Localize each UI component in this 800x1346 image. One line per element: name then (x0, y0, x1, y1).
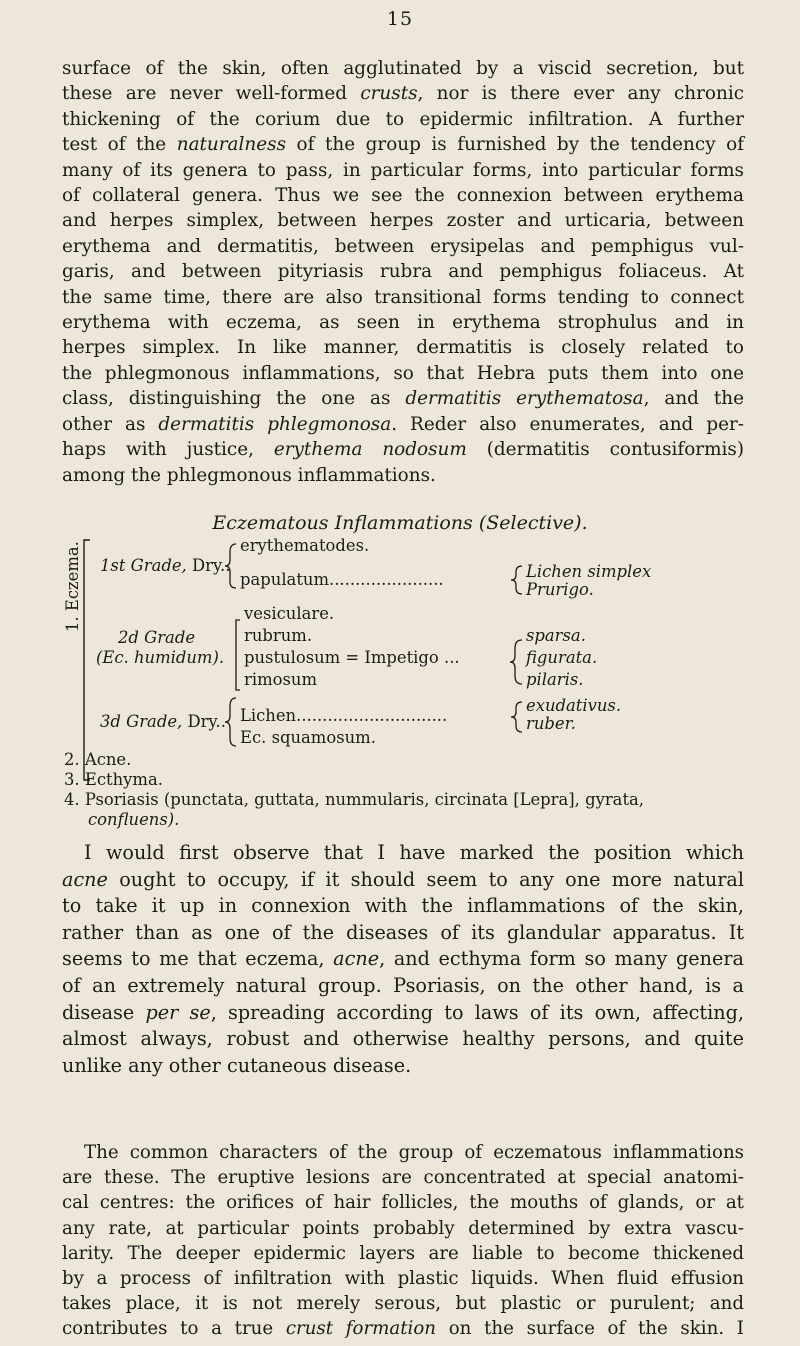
prurigo-label: Prurigo. (526, 580, 594, 599)
text-line: and herpes simplex, between herpes zoster and urticaria, between (62, 210, 744, 232)
list-item (64, 770, 644, 790)
list-number: 3. (64, 770, 80, 789)
text-line: larity. The deeper epidermic layers are liable to become thickened (62, 1242, 744, 1264)
grade1-dry: Dry.. (191, 556, 231, 575)
exudativus-brace (511, 702, 522, 732)
grade1-title: 1st Grade, (100, 556, 187, 575)
pilaris-label: pilaris. (526, 670, 584, 689)
text-line: by a process of infiltration with plastic liquids. When fluid effusion (62, 1268, 744, 1290)
text-line: of collateral genera. Thus we see the connexion between erythema (62, 185, 744, 207)
eczema-side-label: 1. Eczema. (63, 541, 82, 632)
grade2-bracket (236, 620, 240, 690)
exudativus-label: exudativus. (526, 696, 622, 715)
text-line: almost always, robust and otherwise healthy persons, and quite (62, 1027, 744, 1051)
text-line: class, distinguishing the one as dermatitis erythematosa, and the (62, 388, 744, 410)
text-line: to take it up in connexion with the inflammations of the skin, (62, 894, 744, 918)
vesiculare-label: vesiculare. (244, 604, 335, 623)
paragraph-2 (62, 840, 744, 1079)
list-continuation: confluens). (88, 810, 180, 829)
list-item (64, 790, 644, 810)
ec-squamosum-label: Ec. squamosum. (240, 728, 376, 747)
lichen-label: Lichen (240, 706, 297, 725)
text-line: takes place, it is not merely serous, but plastic or purulent; and (62, 1293, 744, 1315)
list-text: Psoriasis (punctata, guttata, nummularis, circinata [Lepra], gyrata, (84, 790, 645, 809)
list-item (64, 750, 644, 770)
text-line: garis, and between pityriasis rubra and pemphigus foliaceus. At (62, 261, 744, 283)
list-text: Ecthyma. (84, 770, 163, 789)
papulatum-row (240, 570, 444, 590)
outer-bracket (84, 540, 90, 780)
list-number: 2. (64, 750, 80, 769)
figurata-label: figurata. (526, 648, 598, 667)
text-line: The common characters of the group of eczematous inflammations (84, 1142, 744, 1163)
grade3-title: 3d Grade, (100, 712, 183, 731)
text-line: test of the naturalness of the group is furnished by the tendency of (62, 134, 744, 156)
text-line: erythema and dermatitis, between erysipelas and pemphigus vul- (62, 235, 744, 257)
text-line: the phlegmonous inflammations, so that Hebra puts them into one (62, 362, 744, 384)
ruber-label: ruber. (526, 714, 576, 733)
lichen-leader: ............................. (296, 706, 448, 725)
table-title: Eczematous Inflammations (Selective). (212, 512, 588, 534)
list-number: 4. (64, 790, 80, 809)
lichen-simplex-label: Lichen simplex (526, 562, 652, 581)
text-line: acne ought to occupy, if it should seem to any one more natural (62, 867, 744, 891)
grade1-label (100, 556, 230, 576)
text-line: thickening of the corium due to epidermic infiltration. A further (62, 108, 744, 130)
text-line: erythema with eczema, as seen in erythema strophulus and in (62, 312, 744, 334)
sparsa-brace (510, 640, 522, 684)
sparsa-label: sparsa. (526, 626, 586, 645)
text-line: surface of the skin, often agglutinated by a viscid secretion, but (62, 58, 744, 79)
grade3-brace (225, 698, 236, 746)
text-line: herpes simplex. In like manner, dermatitis is closely related to (62, 337, 744, 359)
text-line: are these. The eruptive lesions are concentrated at special anatomi- (62, 1167, 744, 1189)
text-line: many of its genera to pass, in particular forms, into particular forms (62, 159, 744, 181)
text-line: haps with justice, erythema nodosum (dermatitis contusiformis) (62, 439, 744, 461)
text-line: seems to me that eczema, acne, and ecthyma form so many genera (62, 947, 744, 971)
text-line: other as dermatitis phlegmonosa. Reder also enumerates, and per- (62, 413, 744, 435)
page-number: 15 (386, 8, 414, 30)
text-line: any rate, at particular points probably determined by extra vascu- (62, 1217, 744, 1239)
grade3-row (100, 712, 226, 732)
erythematodes-label: erythematodes. (240, 536, 370, 555)
text-line: rather than as one of the diseases of its glandular apparatus. It (62, 920, 744, 944)
papulatum-leader: ...................... (329, 570, 444, 589)
text-line: cal centres: the orifices of hair follicles, the mouths of glands, or at (62, 1192, 744, 1214)
paragraph-3 (62, 1140, 744, 1342)
text-line: disease per se, spreading according to laws of its own, affecting, (62, 1000, 744, 1024)
grade2-label: 2d Grade (118, 628, 196, 647)
text-line: among the phlegmonous inflammations. (62, 464, 436, 486)
text-line: unlike any other cutaneous disease. (62, 1053, 412, 1077)
text-line: contributes to a true crust formation on the surface of the skin. I (62, 1318, 744, 1340)
rubrum-label: rubrum. (244, 626, 313, 645)
lichen-row (240, 706, 447, 726)
pustulosum-label: pustulosum = Impetigo ... (244, 648, 460, 667)
papulatum-label: papulatum (240, 570, 330, 589)
text-line: the same time, there are also transitional forms tending to connect (62, 286, 744, 308)
rimosum-label: rimosum (244, 670, 317, 689)
text-line: of an extremely natural group. Psoriasis, on the other hand, is a (62, 973, 744, 997)
disease-list (64, 750, 644, 830)
text-span: these are never well-formed crusts, nor is there ever any chronic (62, 83, 745, 105)
grade3-dry: Dry.. (187, 712, 226, 731)
list-text: Acne. (84, 750, 132, 769)
text-line: I would first observe that I have marked the position which (84, 841, 744, 864)
lichen-simplex-brace (511, 566, 522, 594)
grade2-sub: (Ec. humidum). (96, 648, 225, 667)
